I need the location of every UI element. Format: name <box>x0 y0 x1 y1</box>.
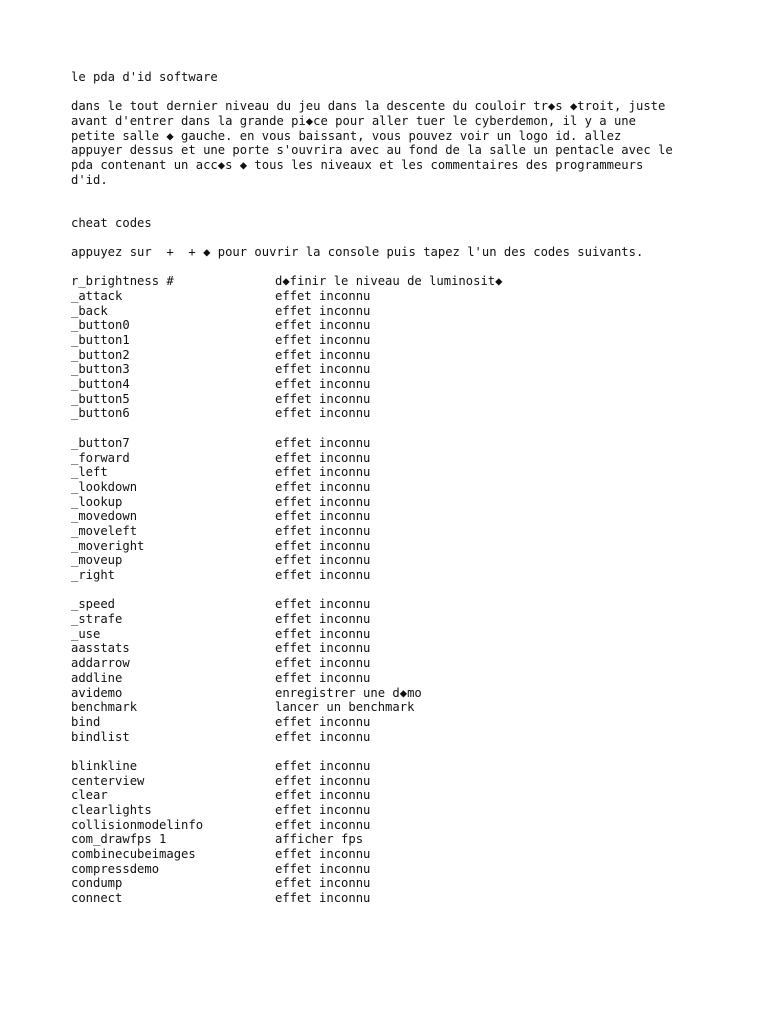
cheat-command: _lookup <box>71 494 123 509</box>
cheat-description: lancer un benchmark <box>275 700 415 715</box>
cheat-command: collisionmodelinfo <box>71 817 204 832</box>
cheat-description: effet inconnu <box>275 641 371 656</box>
cheat-code-row <box>71 656 711 671</box>
cheat-description: effet inconnu <box>275 773 371 788</box>
cheat-code-row <box>71 524 711 539</box>
cheat-code-row <box>71 289 711 304</box>
cheat-description: effet inconnu <box>275 465 371 480</box>
cheat-command: _moveup <box>71 553 123 568</box>
cheat-description: effet inconnu <box>275 758 371 773</box>
cheat-command: r_brightness # <box>71 274 174 289</box>
cheat-command: _button1 <box>71 333 130 347</box>
section-title: cheat codes <box>71 215 152 230</box>
cheat-description: effet inconnu <box>275 788 371 803</box>
cheat-code-row <box>71 392 711 407</box>
cheat-code-row <box>71 847 711 862</box>
cheat-command: _button7 <box>71 435 130 450</box>
cheat-description: effet inconnu <box>275 568 371 582</box>
cheat-command: benchmark <box>71 700 138 715</box>
intro-line: appuyer dessus et une porte s'ouvrira avec au fond de la salle un pentacle avec le <box>71 143 673 158</box>
cheat-command: connect <box>71 891 123 906</box>
cheat-code-row <box>71 774 711 789</box>
cheat-command: clearlights <box>71 803 152 817</box>
intro-line: dans le tout dernier niveau du jeu dans la descente du couloir tr◆s ◆troit, juste <box>71 99 666 114</box>
cheat-command: _button0 <box>71 318 130 333</box>
cheat-description: d◆finir le niveau de luminosit◆ <box>275 274 503 289</box>
cheat-code-group <box>71 597 711 744</box>
cheat-command: _back <box>71 303 108 318</box>
cheat-description: effet inconnu <box>275 714 371 729</box>
cheat-command: _speed <box>71 597 116 612</box>
cheat-description: effet inconnu <box>275 729 371 744</box>
cheat-description: effet inconnu <box>275 597 371 612</box>
cheat-command: avidemo <box>71 685 123 700</box>
cheat-code-row <box>71 436 711 451</box>
cheat-description: effet inconnu <box>275 391 371 406</box>
intro-paragraph <box>71 99 711 187</box>
spacer <box>71 85 711 100</box>
cheat-description: effet inconnu <box>275 670 371 685</box>
cheat-description: effet inconnu <box>275 891 371 906</box>
cheat-command: _button4 <box>71 377 130 392</box>
cheat-code-row <box>71 348 711 363</box>
spacer <box>71 188 711 216</box>
cheat-code-row <box>71 553 711 568</box>
cheat-command: _attack <box>71 288 123 303</box>
cheat-command: _button5 <box>71 391 130 406</box>
cheat-description: effet inconnu <box>275 656 371 671</box>
cheat-description: afficher fps <box>275 832 364 847</box>
cheat-code-row <box>71 730 711 745</box>
intro-line: avant d'entrer dans la grande pi◆ce pour aller tuer le cyberdemon, il y a une <box>71 114 636 129</box>
cheat-command: bindlist <box>71 729 130 744</box>
cheat-description: effet inconnu <box>275 406 371 421</box>
cheat-command: _right <box>71 568 116 582</box>
cheat-command: condump <box>71 876 123 891</box>
cheat-description: effet inconnu <box>275 538 371 553</box>
cheat-code-row <box>71 671 711 686</box>
cheat-code-list <box>71 274 711 906</box>
cheat-command: _forward <box>71 450 130 465</box>
cheat-command: centerview <box>71 773 145 788</box>
cheat-code-group <box>71 759 711 906</box>
cheat-code-row <box>71 818 711 833</box>
cheat-code-row <box>71 641 711 656</box>
cheat-code-row <box>71 759 711 774</box>
cheat-description: effet inconnu <box>275 303 371 318</box>
cheat-command: bind <box>71 714 101 729</box>
cheat-command: aasstats <box>71 641 130 656</box>
cheat-description: effet inconnu <box>275 318 371 333</box>
cheat-description: effet inconnu <box>275 847 371 862</box>
instruction-text: appuyez sur + + ◆ pour ouvrir la console puis tapez l'un des codes suivants. <box>71 244 644 259</box>
cheat-code-row <box>71 465 711 480</box>
spacer <box>71 230 711 245</box>
cheat-description: effet inconnu <box>275 347 371 362</box>
cheat-code-row <box>71 509 711 524</box>
cheat-description: effet inconnu <box>275 435 371 450</box>
spacer <box>71 260 711 275</box>
cheat-description: effet inconnu <box>275 803 371 817</box>
cheat-code-row <box>71 862 711 877</box>
cheat-code-row <box>71 539 711 554</box>
cheat-command: _button3 <box>71 362 130 377</box>
cheat-command: addarrow <box>71 656 130 671</box>
cheat-description: effet inconnu <box>275 876 371 891</box>
cheat-code-row <box>71 715 711 730</box>
cheat-code-row <box>71 495 711 510</box>
cheat-command: _moveright <box>71 538 145 553</box>
cheat-command: _button6 <box>71 406 130 421</box>
cheat-command: combinecubeimages <box>71 847 196 862</box>
cheat-description: effet inconnu <box>275 553 371 568</box>
cheat-code-row <box>71 788 711 803</box>
cheat-command: com_drawfps 1 <box>71 832 167 847</box>
cheat-code-group <box>71 436 711 583</box>
cheat-command: _strafe <box>71 612 123 627</box>
cheat-command: clear <box>71 788 108 803</box>
intro-line: petite salle ◆ gauche. en vous baissant, vous pouvez voir un logo id. allez <box>71 128 622 143</box>
cheat-command: _left <box>71 465 108 480</box>
cheat-code-row <box>71 362 711 377</box>
cheat-command: compressdemo <box>71 861 160 876</box>
cheat-command: _button2 <box>71 347 130 362</box>
cheat-command: addline <box>71 670 123 685</box>
cheat-code-row <box>71 480 711 495</box>
intro-line: d'id. <box>71 172 108 187</box>
cheat-code-row <box>71 318 711 333</box>
cheat-description: effet inconnu <box>275 612 371 627</box>
cheat-description: effet inconnu <box>275 509 371 524</box>
spacer <box>71 421 711 436</box>
cheat-command: _lookdown <box>71 479 138 494</box>
cheat-code-row <box>71 333 711 348</box>
document-title: le pda d'id software <box>71 70 218 84</box>
cheat-description: enregistrer une d◆mo <box>275 685 422 700</box>
cheat-command: blinkline <box>71 758 138 773</box>
cheat-code-row <box>71 568 711 583</box>
cheat-code-row <box>71 876 711 891</box>
cheat-description: effet inconnu <box>275 479 371 494</box>
cheat-command: _use <box>71 626 101 641</box>
cheat-code-row <box>71 612 711 627</box>
cheat-code-row <box>71 627 711 642</box>
cheat-code-row <box>71 304 711 319</box>
cheat-description: effet inconnu <box>275 362 371 377</box>
intro-line: pda contenant un acc◆s ◆ tous les niveaux et les commentaires des programmeurs <box>71 158 644 173</box>
cheat-description: effet inconnu <box>275 450 371 465</box>
cheat-code-row <box>71 686 711 701</box>
cheat-description: effet inconnu <box>275 523 371 538</box>
cheat-code-row <box>71 832 711 847</box>
cheat-command: _movedown <box>71 509 138 524</box>
cheat-description: effet inconnu <box>275 288 371 303</box>
cheat-description: effet inconnu <box>275 494 371 509</box>
cheat-code-row <box>71 700 711 715</box>
cheat-description: effet inconnu <box>275 817 371 832</box>
cheat-command: _moveleft <box>71 523 138 538</box>
cheat-code-row <box>71 377 711 392</box>
cheat-description: effet inconnu <box>275 333 371 347</box>
cheat-description: effet inconnu <box>275 377 371 392</box>
spacer <box>71 583 711 598</box>
cheat-description: effet inconnu <box>275 626 371 641</box>
cheat-code-group <box>71 274 711 421</box>
cheat-code-row <box>71 406 711 421</box>
cheat-code-row <box>71 274 711 289</box>
cheat-description: effet inconnu <box>275 861 371 876</box>
cheat-code-row <box>71 803 711 818</box>
document-page <box>71 70 711 906</box>
cheat-code-row <box>71 891 711 906</box>
cheat-code-row <box>71 597 711 612</box>
cheat-code-row <box>71 451 711 466</box>
spacer <box>71 744 711 759</box>
